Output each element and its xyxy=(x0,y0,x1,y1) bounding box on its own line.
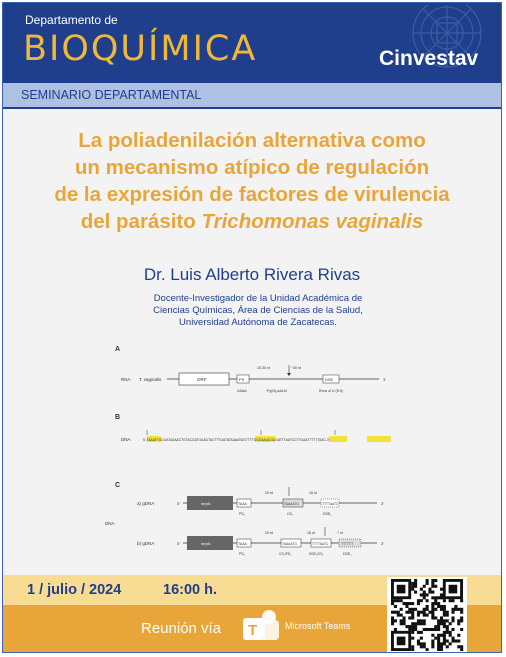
header-banner xyxy=(3,3,501,83)
panel-b-label: B xyxy=(115,414,121,421)
d20-b: 20 nt xyxy=(265,531,273,535)
taaaatg-a: TAAAATG xyxy=(284,502,299,506)
speaker-name: Dr. Luis Alberto Rivera Rivas xyxy=(143,265,361,284)
ttttaatc-a: TTTTAATC xyxy=(322,502,339,506)
cs1ps2-b: CS₁/PS₂ xyxy=(279,552,292,556)
platform-label[interactable]: Microsoft Teams xyxy=(285,621,351,631)
affiliation-line-2: Ciencias Químicas, Área de Ciencias de la Salud, xyxy=(153,305,363,316)
series-label: SEMINARIO DEPARTAMENTAL xyxy=(21,88,202,102)
department-label: Departamento de xyxy=(25,13,118,27)
event-time: 16:00 h. xyxy=(163,582,217,598)
title-line-4-prefix: del parásito xyxy=(80,210,202,233)
affiliation-line-3: Universidad Autónoma de Zacatecas. xyxy=(179,317,337,328)
cs1-a: CS₁ xyxy=(287,512,294,516)
d7-b: 7 nt xyxy=(337,531,343,535)
dna-label-c: DNA xyxy=(105,521,115,526)
ttttaatc-b: TTTTAATC xyxy=(312,542,329,546)
ps1-a: PS₁ xyxy=(239,512,245,516)
affiliation-line-1: Docente-Investigador de la Unidad Académica de xyxy=(153,293,363,304)
panel-c-label: C xyxy=(115,482,121,489)
d20-a: 20 nt xyxy=(265,491,273,495)
title-line-3: de la expresión de factores de virulencia xyxy=(54,183,450,206)
orf-label: ORF xyxy=(197,377,207,382)
gdna-a-3prime: 3' xyxy=(381,501,384,506)
taaa-a: TAAA xyxy=(238,502,247,506)
gdna-a-label: a) gDNA xyxy=(137,501,155,506)
gdna-b-label: b) gDNA xyxy=(137,541,155,546)
ttttt-b: TTTTTT xyxy=(341,542,354,546)
dna-sequence: 5'-TAAATTGCGATAAAACTGTACGATGAAGTACTTTGATATAAAATAGTTTTGGGAAACGCGATTTAATCCTTGAATTTTTTAAC-3' xyxy=(143,438,330,442)
dse2-b: DSE₂ xyxy=(343,552,352,556)
title-line-4 xyxy=(3,208,501,235)
svg-text:T: T xyxy=(248,622,258,639)
title-line-1: La poliadenilación alternativa como xyxy=(78,129,426,152)
d16-b: 16 nt xyxy=(307,531,315,535)
dist-10-30-label: 10-30 nt xyxy=(257,366,270,370)
teams-icon[interactable] xyxy=(239,606,283,646)
d16-a: 16 nt xyxy=(309,491,317,495)
ps1-b: PS₁ xyxy=(239,552,245,556)
rna-label: RNA xyxy=(121,377,131,382)
department-name: BIOQUÍMICA xyxy=(23,29,258,69)
mrp-label-a: mrpA xyxy=(201,501,211,506)
qr-code[interactable] xyxy=(387,577,467,653)
species-label: T. vaginalis xyxy=(139,377,162,382)
event-date: 1 / julio / 2024 xyxy=(27,582,122,598)
dist-30-label: ~30 nt xyxy=(291,366,301,370)
uaaa-label: UAAA xyxy=(237,389,247,393)
polyadenylation-figure xyxy=(67,339,439,569)
gdna-a-5prime: 5' xyxy=(177,501,180,506)
dse1cs2-b: DSE₁/CS₂ xyxy=(309,552,324,556)
speaker-affiliation xyxy=(3,293,501,329)
rna-3prime: 3' xyxy=(383,377,386,382)
meeting-prefix: Reunión vía xyxy=(141,620,222,637)
py-label: Py(N)₂AAUU xyxy=(267,389,288,393)
gdna-b-5prime: 5' xyxy=(177,541,180,546)
cinvestav-seal-icon xyxy=(387,5,499,83)
series-bar xyxy=(3,83,501,109)
title-line-2: un mecanismo atípico de regulación xyxy=(74,156,430,179)
dna-label: DNA xyxy=(121,437,131,442)
taaa-b: TAAA xyxy=(238,542,247,546)
dse-label: DSE xyxy=(325,377,334,382)
panel-a-label: A xyxy=(115,346,121,353)
gdna-b-3prime: 3' xyxy=(381,541,384,546)
institution-logo-text: Cinvestav xyxy=(379,47,479,70)
runs-label: Runs of U (5-9) xyxy=(319,389,343,393)
seminar-poster xyxy=(2,2,502,653)
title-species: Trichomonas vaginalis xyxy=(201,210,424,233)
taaaatg-b: TAAAATG xyxy=(282,542,297,546)
ps-label: PS xyxy=(239,377,245,382)
qr-code-image[interactable] xyxy=(389,579,465,651)
dse1-a: DSE₁ xyxy=(323,512,332,516)
talk-title xyxy=(3,127,501,235)
mrp-label-b: mrpA xyxy=(201,541,211,546)
